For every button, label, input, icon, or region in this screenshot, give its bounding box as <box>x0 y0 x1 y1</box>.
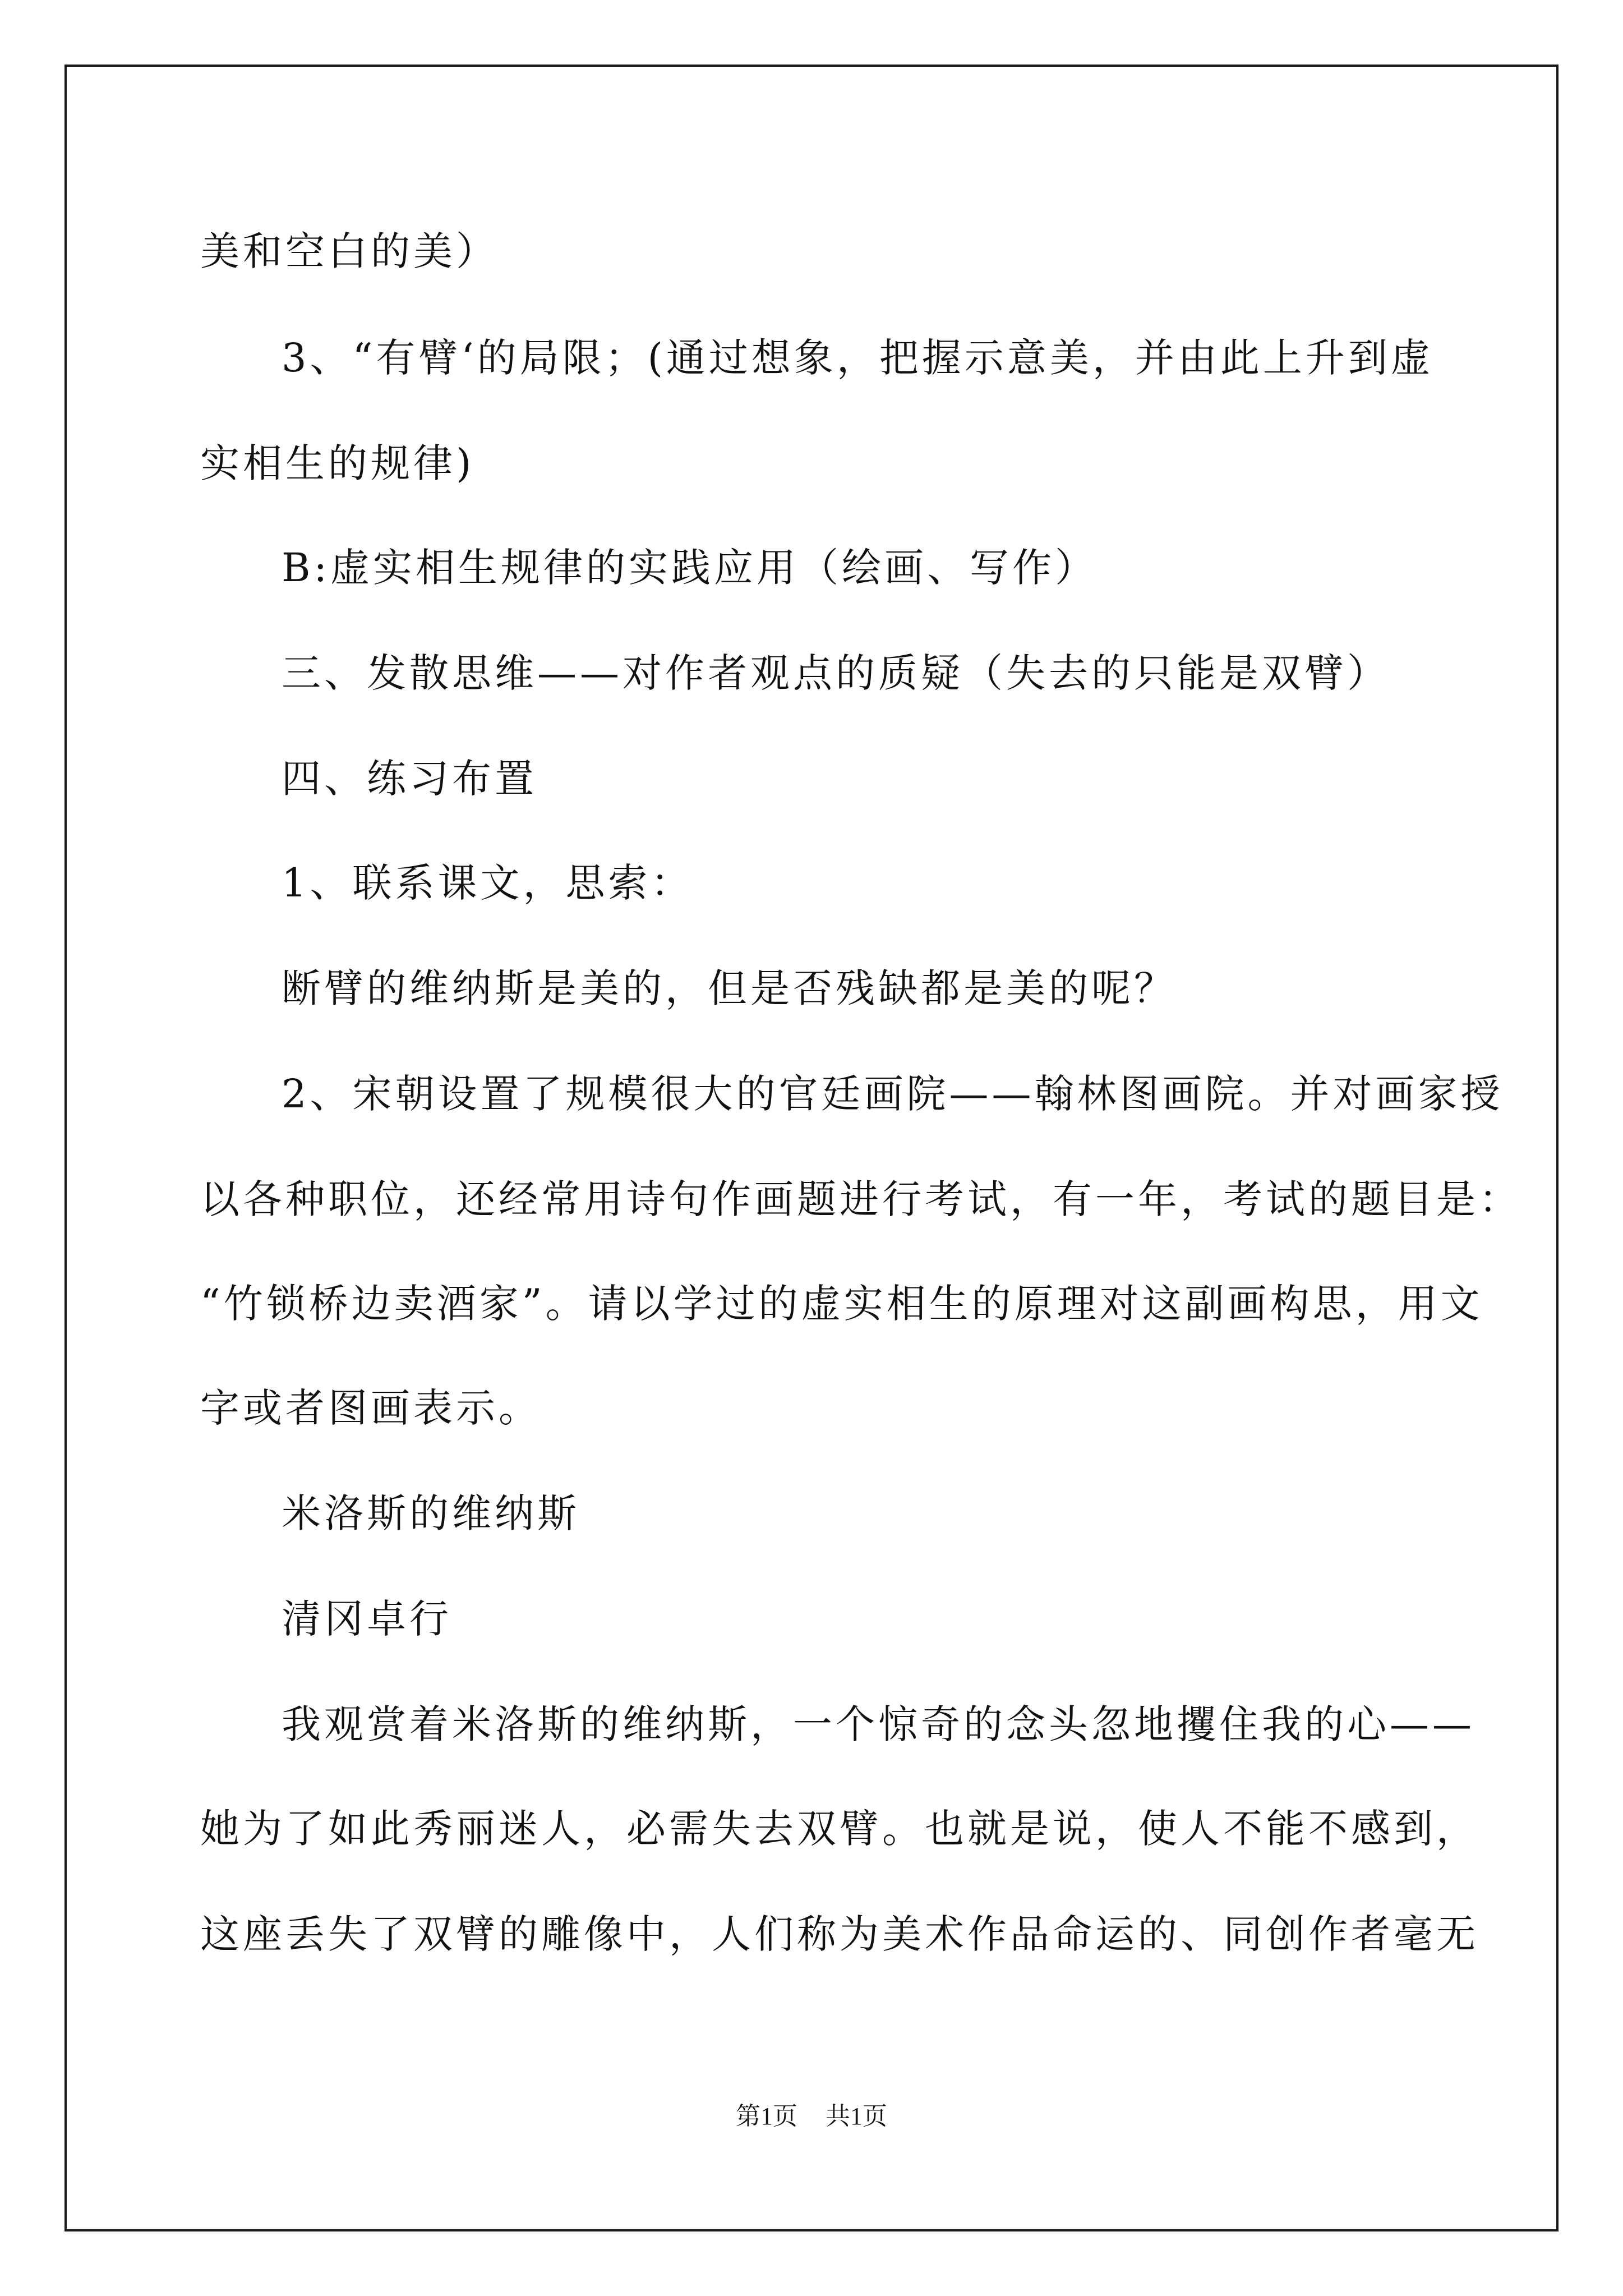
text-line: 断臂的维纳斯是美的，但是否残缺都是美的呢？ <box>282 965 1177 1011</box>
text-line: 3、“有臂‘的局限；(通过想象，把握示意美，并由此上升到虚 <box>282 335 1433 381</box>
page-footer <box>0 2096 1623 2132</box>
text-line: 她为了如此秀丽迷人，必需失去双臂。也就是说，使人不能不感到， <box>200 1806 1479 1852</box>
article-title: 米洛斯的维纳斯 <box>282 1490 580 1536</box>
text-line: “竹锁桥边卖酒家”。请以学过的虚实相生的原理对这副画构思，用文 <box>200 1281 1483 1327</box>
page-number: 第1页 <box>736 2102 797 2130</box>
text-line: 以各种职位，还经常用诗句作画题进行考试，有一年，考试的题目是： <box>200 1176 1521 1222</box>
text-line: 字或者图画表示。 <box>200 1385 541 1431</box>
text-line: 三、发散思维——对作者观点的质疑（失去的只能是双臂） <box>282 650 1390 696</box>
article-author: 清冈卓行 <box>282 1596 452 1642</box>
text-line: 我观赏着米洛斯的维纳斯，一个惊奇的念头忽地攫住我的心—— <box>282 1701 1475 1747</box>
text-line: 美和空白的美） <box>200 228 499 274</box>
text-line: 1、联系课文，思索： <box>282 860 694 906</box>
text-line: 实相生的规律) <box>200 440 475 486</box>
page-total: 共1页 <box>826 2102 887 2130</box>
text-line: B:虚实相生规律的实践应用（绘画、写作） <box>282 545 1098 591</box>
section-heading: 四、练习布置 <box>282 756 537 802</box>
text-line: 这座丢失了双臂的雕像中，人们称为美术作品命运的、同创作者毫无 <box>200 1911 1479 1957</box>
text-line: 2、宋朝设置了规模很大的官廷画院——翰林图画院。并对画家授 <box>282 1071 1504 1117</box>
